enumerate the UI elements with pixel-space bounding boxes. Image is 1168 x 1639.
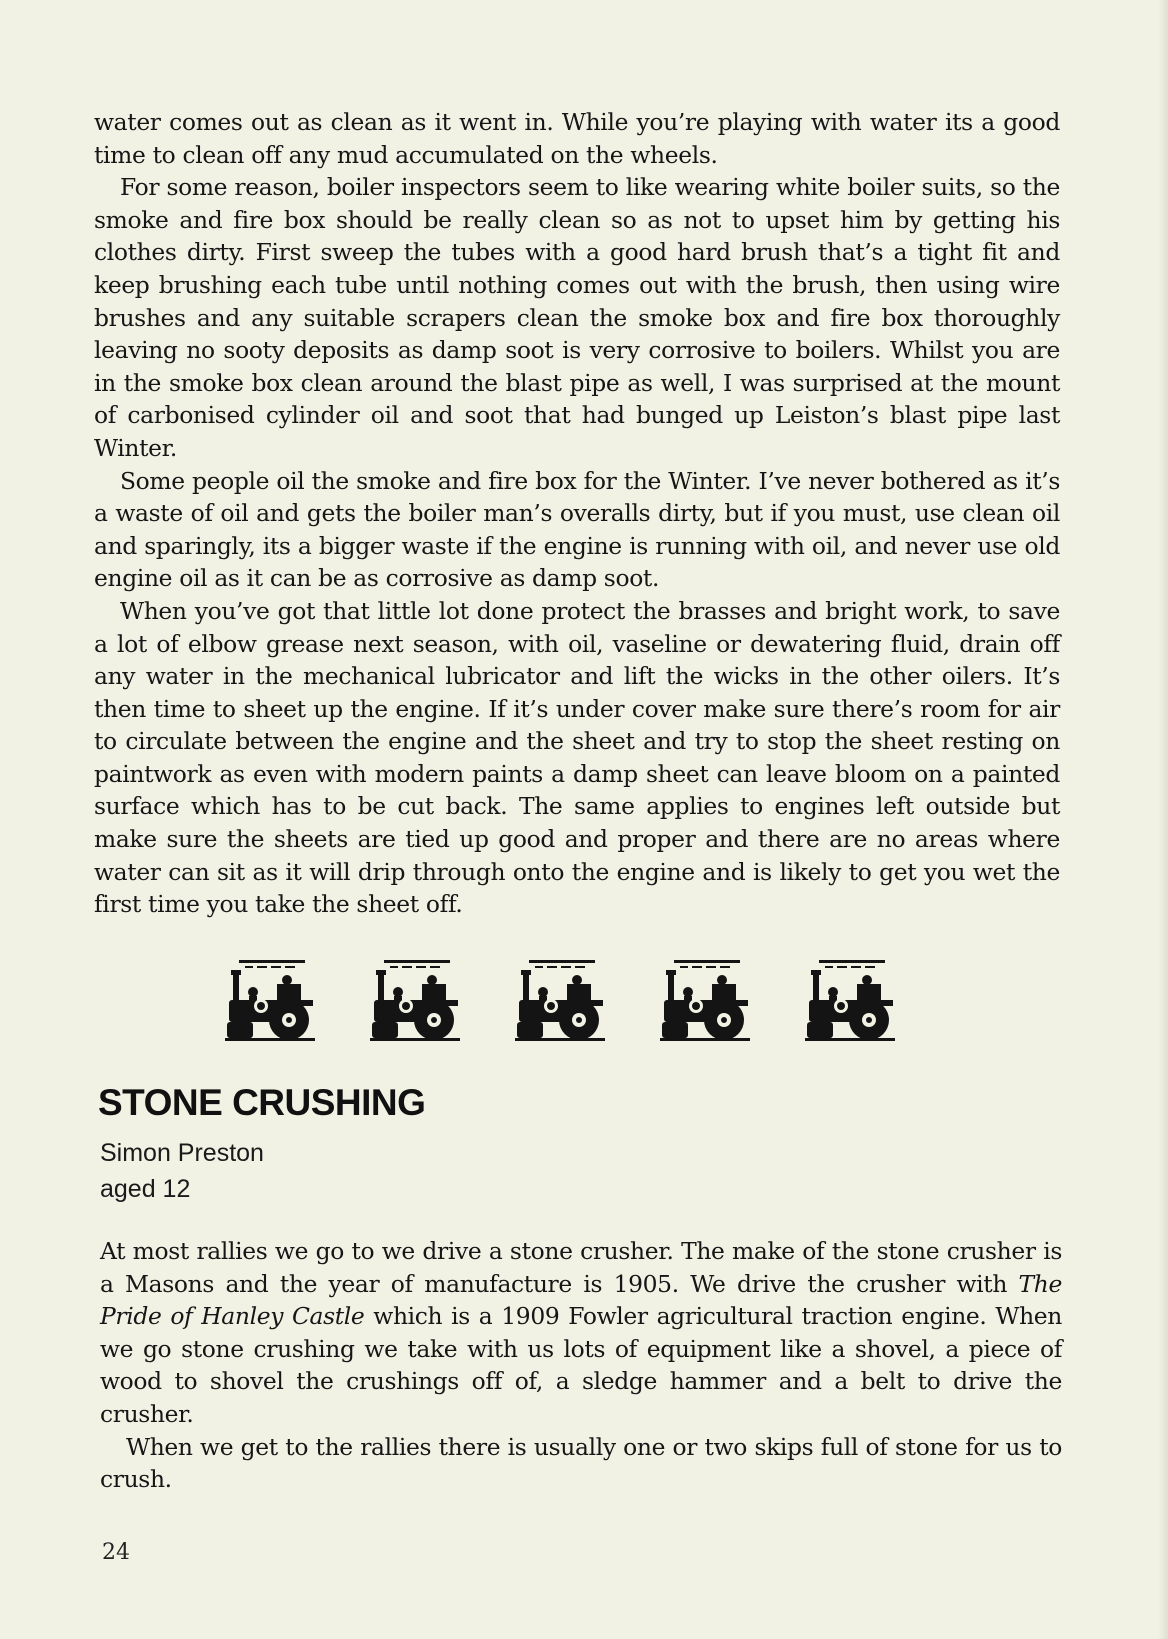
article-heading: STONE CRUSHING — [98, 1082, 426, 1123]
traction-engine-icon — [515, 958, 609, 1044]
author-name: Simon Preston — [100, 1139, 264, 1167]
traction-engine-icon — [370, 958, 464, 1044]
byline — [100, 1135, 264, 1207]
traction-engine-icon — [660, 958, 754, 1044]
article-paragraph-1-end: which is a 1909 Fowler agricultural traction engine. When we go stone crushing we take with us lots of equipment like a shovel, a piece of wood to shovel the crushings off of, a sledge hammer and a belt to drive the crusher. — [100, 1302, 1062, 1428]
top-body-text — [94, 106, 1060, 921]
author-age: aged 12 — [100, 1175, 191, 1203]
traction-engine-icon — [805, 958, 899, 1044]
paragraph-3: Some people oil the smoke and fire box for the Winter. I’ve never bothered as it’s a waste of oil and gets the boiler man’s overalls dirty, but if you must, use clean oil and sparingly, its a bigger waste if the engine is running with oil, and never use old engine oil as it can be as corrosive as damp soot. — [94, 466, 1060, 593]
engine-name-italic: The Pride of Hanley Castle — [100, 1269, 1062, 1331]
traction-engine-ornament-row — [225, 958, 945, 1044]
article-paragraph-1 — [100, 1235, 1062, 1431]
article-paragraph-2: When we get to the rallies there is usually one or two skips full of stone for us to crush. — [100, 1432, 1062, 1494]
page-edge-shadow — [1158, 0, 1168, 1639]
paragraph-4: When you’ve got that little lot done protect the brasses and bright work, to save a lot of elbow grease next season, with oil, vaseline or dewatering fluid, drain off any water in the mechanical lubricator and lift the wicks in the other oilers. It’s then time to sheet up the engine. If it’s under cover make sure there’s room for air to circulate between the engine and the sheet and try to stop the sheet resting on paintwork as even with modern paints a damp sheet can leave bloom on a painted surface which has to be cut back. The same applies to engines left outside but make sure the sheets are tied up good and proper and there are no areas where water can sit as it will drip through onto the engine and is likely to get you wet the first time you take the sheet off. — [94, 596, 1060, 919]
paragraph-1: water comes out as clean as it went in. While you’re playing with water its a good time to clean off any mud accumulated on the wheels. — [94, 108, 1060, 169]
article-body-text — [100, 1235, 1062, 1496]
article-paragraph-1-start: At most rallies we go to we drive a stone crusher. The make of the stone crusher is a Masons and the year of manufacture is 1905. We drive the crusher with — [100, 1237, 1062, 1298]
paragraph-2: For some reason, boiler inspectors seem to like wearing white boiler suits, so the smoke and fire box should be really clean so as not to upset him by getting his clothes dirty. First sweep the tubes with a good hard brush that’s a tight fit and keep brushing each tube until nothing comes out with the brush, then using wire brushes and any suitable scrapers clean the smoke box and fire box thoroughly leaving no sooty deposits as damp soot is very corrosive to boilers. Whilst you are in the smoke box clean around the blast pipe as well, I was surprised at the mount of carbonised cylinder oil and soot that had bunged up Leiston’s blast pipe last Winter. — [94, 173, 1060, 462]
traction-engine-icon — [225, 958, 319, 1044]
page-number: 24 — [102, 1540, 130, 1565]
